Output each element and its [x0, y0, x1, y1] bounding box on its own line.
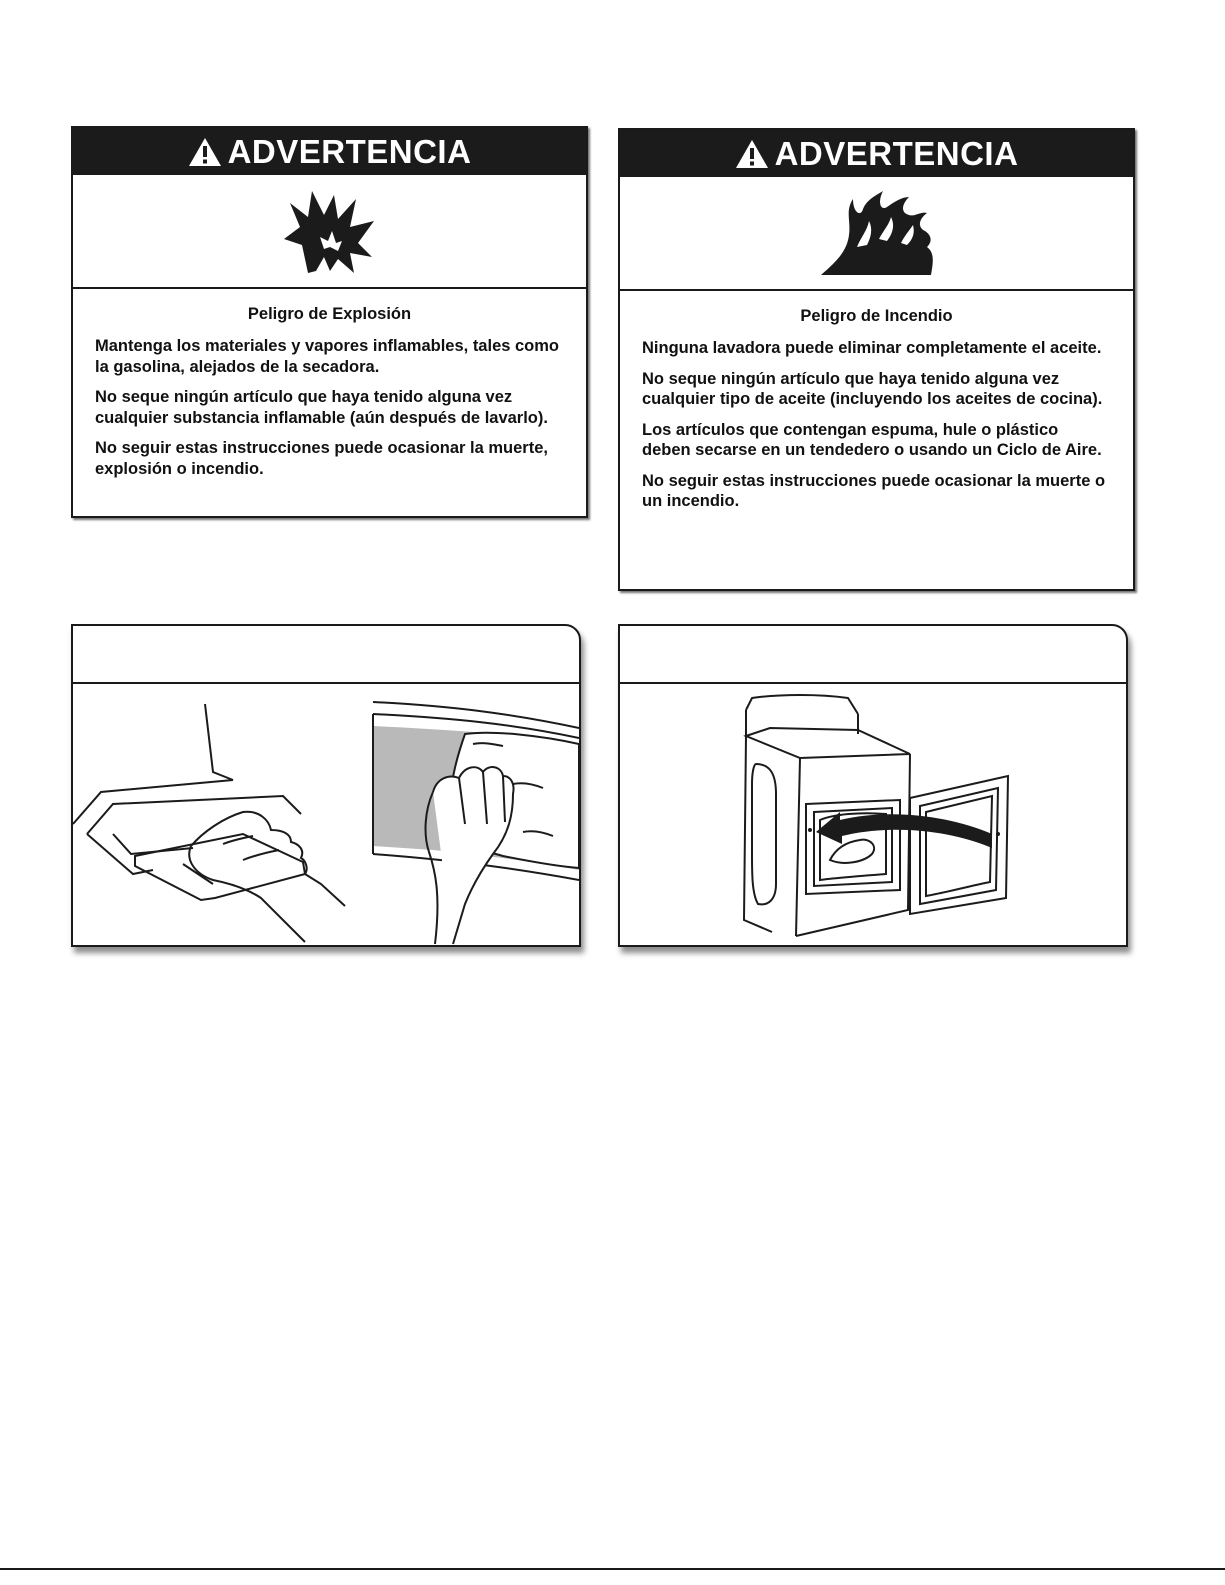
warning-line: No seque ningún artículo que haya tenido alguna vez cualquier tipo de aceite (incluyendo los aceites de cocina). — [642, 369, 1103, 408]
panel-header — [620, 626, 1126, 684]
warning-line: Mantenga los materiales y vapores inflamables, tales como la gasolina, alejados de la secadora. — [95, 337, 560, 376]
lint-screen-illustration — [73, 684, 579, 945]
warning-banner-text: ADVERTENCIA — [774, 134, 1019, 172]
warning-line: No seguir estas instrucciones puede ocasionar la muerte o un incendio. — [642, 471, 1106, 510]
warning-triangle-icon — [188, 137, 222, 167]
dryer-illustration — [620, 684, 1126, 945]
warning-banner — [73, 128, 586, 175]
warning-line: Los artículos que contengan espuma, hule o plástico deben secarse en un tendedero o usando un Ciclo de Aire. — [642, 420, 1102, 459]
hazard-title: Peligro de Explosión — [247, 305, 412, 323]
warning-banner-text: ADVERTENCIA — [227, 132, 472, 170]
hazard-symbol-area — [620, 179, 1133, 291]
warning-line: No seguir estas instrucciones puede ocasionar la muerte, explosión o incendio. — [95, 439, 548, 478]
explosion-icon — [280, 187, 380, 277]
explosion-warning-box — [71, 126, 588, 518]
arrow-icon — [816, 812, 992, 848]
hazard-symbol-area — [73, 177, 586, 289]
warning-line: No seque ningún artículo que haya tenido alguna vez cualquier substancia inflamable (aún después de lavarlo). — [95, 388, 548, 427]
warning-triangle-icon — [735, 139, 769, 169]
warning-banner — [620, 130, 1133, 177]
flame-icon — [817, 191, 937, 277]
fire-warning-box — [618, 128, 1135, 591]
page-bottom-rule — [0, 1568, 1225, 1570]
warning-line: Ninguna lavadora puede eliminar completamente el aceite. — [642, 339, 1102, 357]
dryer-door-panel — [618, 624, 1128, 947]
hazard-title: Peligro de Incendio — [800, 307, 953, 325]
lint-screen-panel — [71, 624, 581, 947]
panel-header — [73, 626, 579, 684]
